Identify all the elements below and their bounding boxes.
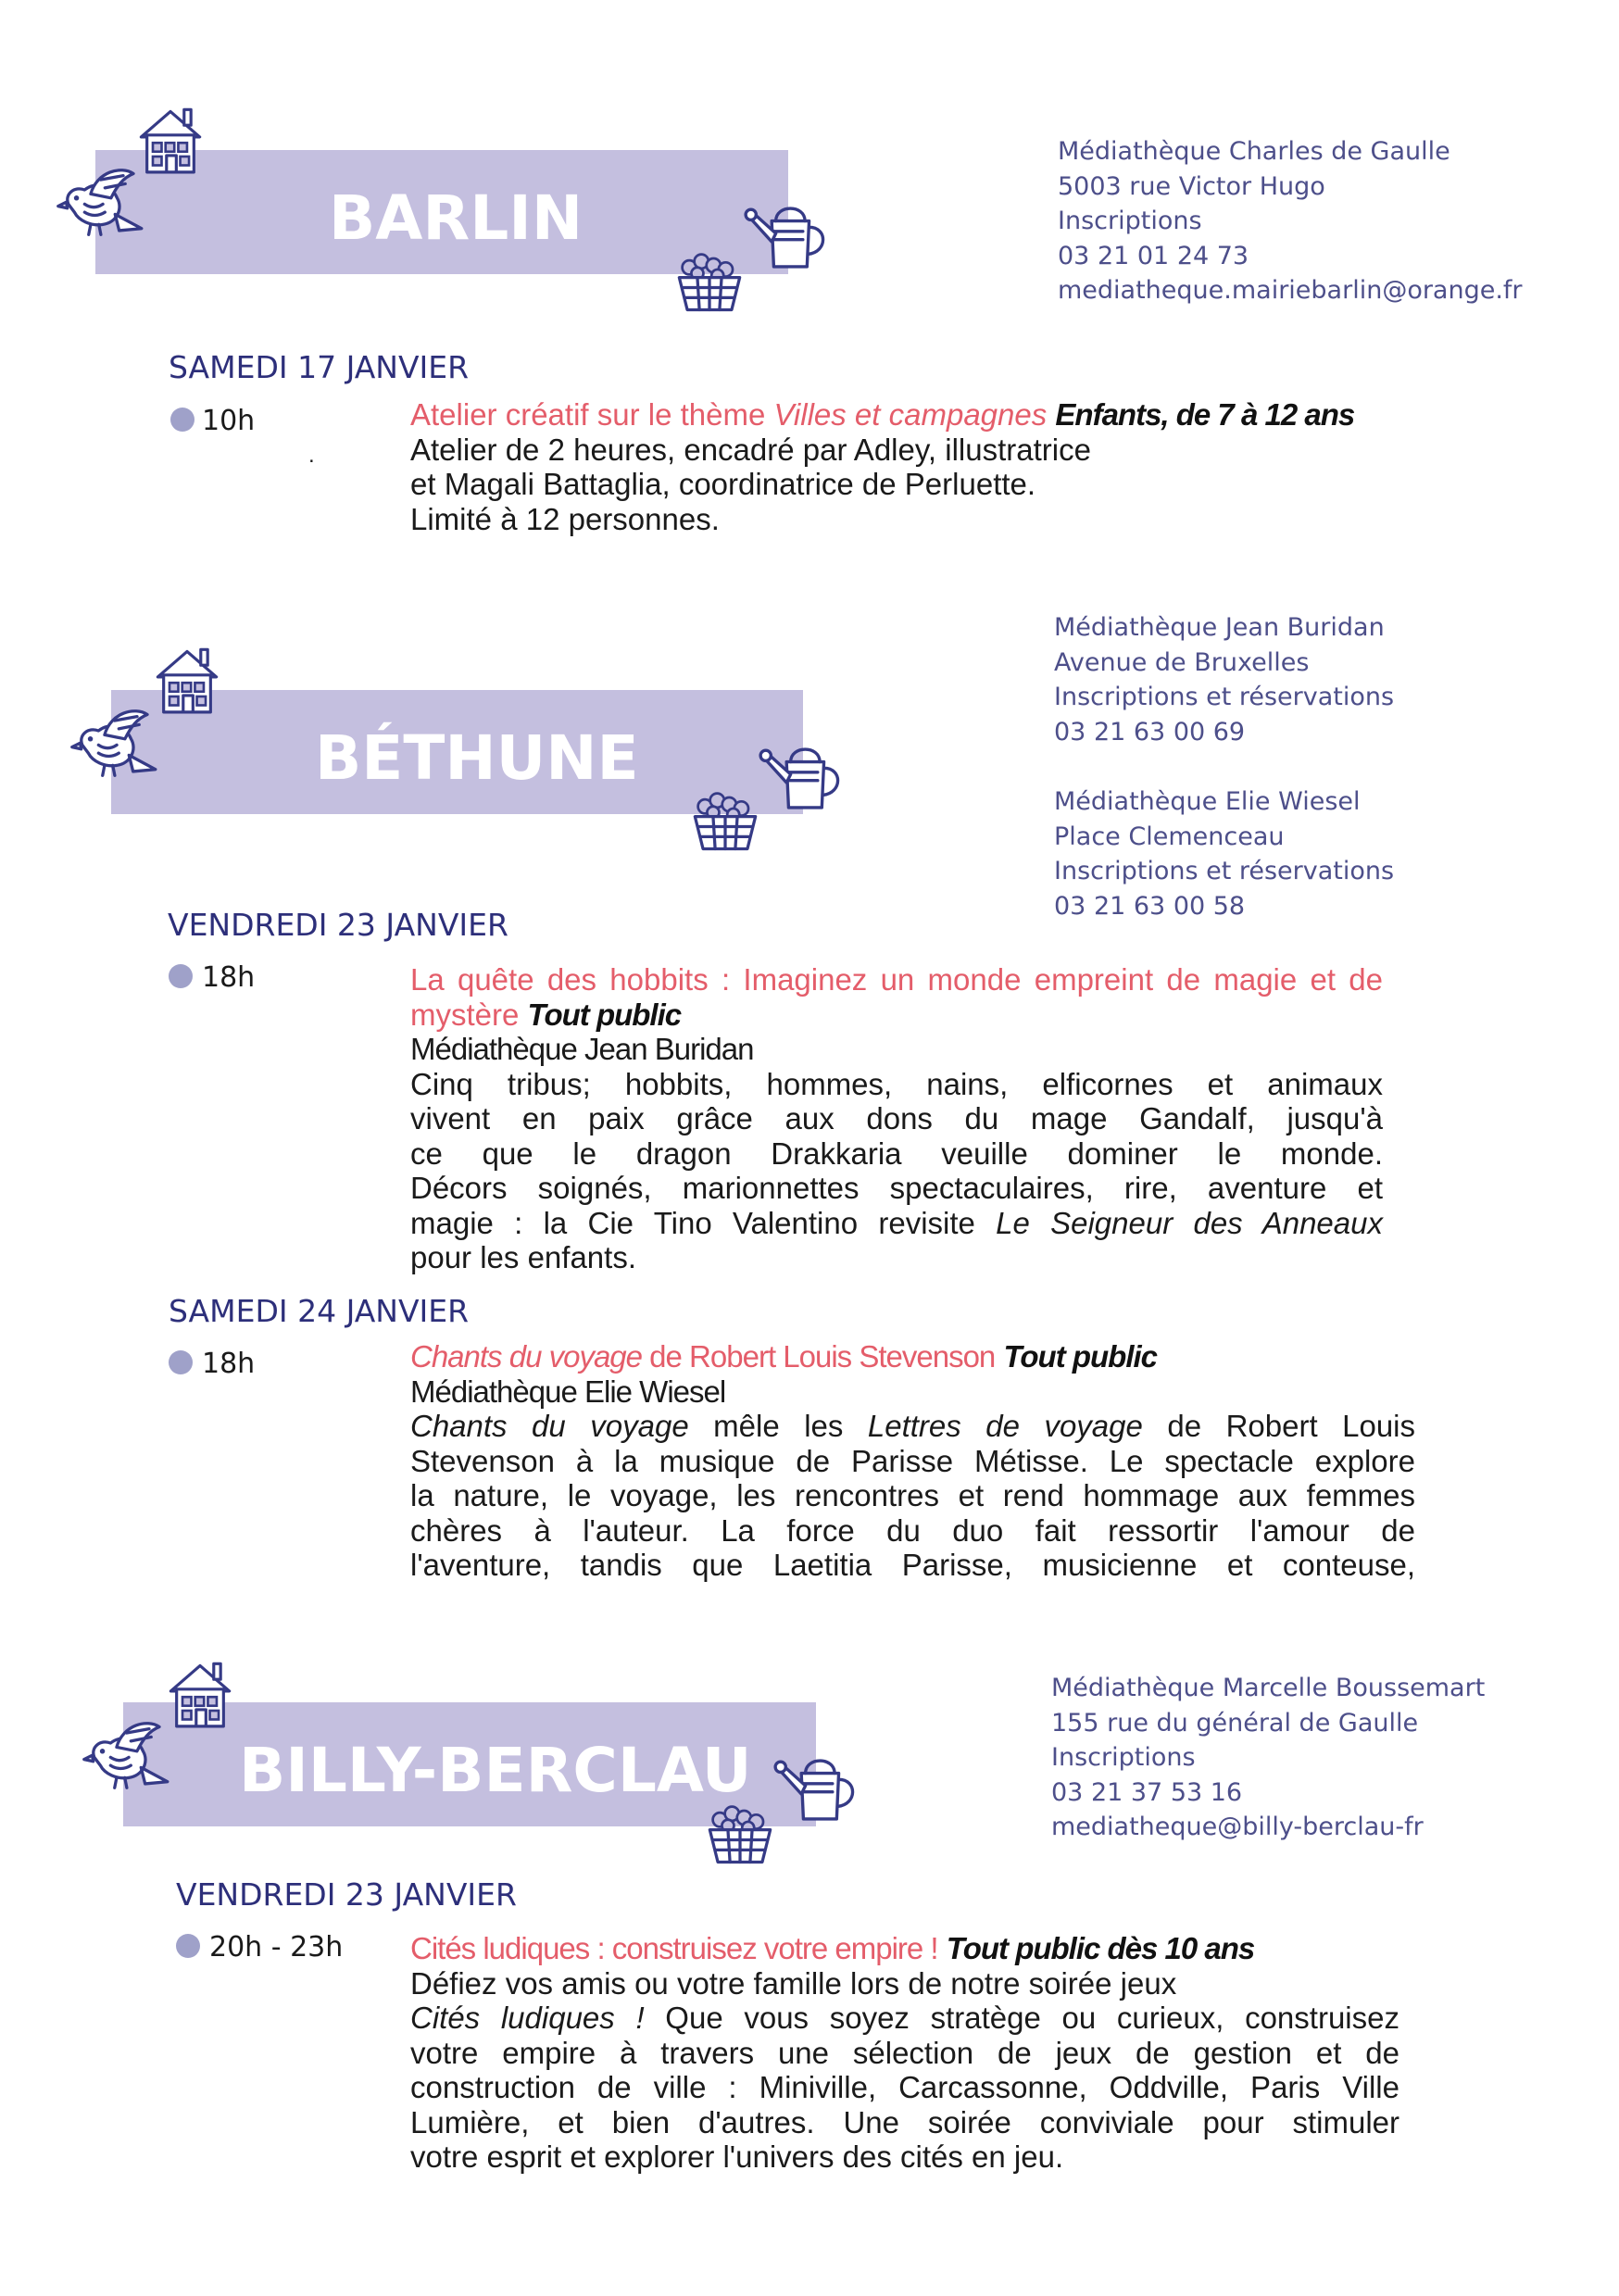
watering-can-icon bbox=[759, 734, 845, 815]
house-icon bbox=[137, 104, 204, 174]
time-bullet-icon bbox=[170, 408, 195, 432]
event-audience: Tout public bbox=[1003, 1339, 1158, 1374]
event-body-line: Cités ludiques ! Que vous soyez stratège ou curieux, construisez bbox=[410, 2001, 1399, 2035]
contact-line: 155 rue du général de Gaulle bbox=[1051, 1708, 1419, 1738]
event-body-line: pour les enfants. bbox=[410, 1240, 636, 1274]
contact-bethune-wiesel bbox=[1054, 784, 1394, 923]
event-barlin-atelier bbox=[410, 397, 1411, 536]
contact-line: Inscriptions bbox=[1051, 1743, 1196, 1772]
contact-line: Place Clemenceau bbox=[1054, 822, 1285, 851]
event-title: La quête des hobbits : Imaginez un monde empreint de magie et de bbox=[410, 962, 1383, 997]
event-body-line: et Magali Battaglia, coordinatrice de Perluette. bbox=[410, 467, 1036, 501]
bird-icon bbox=[60, 163, 144, 237]
event-title: Chants du voyage de Robert Louis Stevenson bbox=[410, 1339, 996, 1374]
event-body-line: Décors soignés, marionnettes spectaculaires, rire, aventure et bbox=[410, 1171, 1383, 1205]
watering-can-icon bbox=[745, 193, 830, 274]
contact-email[interactable]: mediatheque@billy-berclau-fr bbox=[1051, 1813, 1424, 1841]
contact-bethune-buridan bbox=[1054, 610, 1394, 749]
event-body-line: Stevenson à la musique de Parisse Métisse. Le spectacle explore bbox=[410, 1443, 1415, 1478]
event-bethune-chants bbox=[410, 1339, 1415, 1583]
contact-barlin bbox=[1058, 134, 1523, 308]
house-icon bbox=[154, 644, 220, 714]
bird-icon bbox=[86, 1716, 169, 1790]
time-bullet-icon bbox=[176, 1934, 200, 1958]
event-bethune-hobbits bbox=[410, 962, 1383, 1275]
event-body-line: votre esprit et explorer l'univers des cités en jeu. bbox=[410, 2139, 1064, 2174]
town-title-barlin: BARLIN bbox=[329, 182, 584, 254]
contact-line: Avenue de Bruxelles bbox=[1054, 647, 1310, 677]
event-time: 18h bbox=[202, 961, 256, 994]
contact-line: Médiathèque Marcelle Boussemart bbox=[1051, 1674, 1486, 1702]
contact-phone: 03 21 63 00 69 bbox=[1054, 717, 1246, 747]
contact-billy-berclau bbox=[1051, 1671, 1485, 1845]
watering-can-icon bbox=[774, 1745, 860, 1826]
event-date: VENDREDI 23 JANVIER bbox=[176, 1876, 517, 1913]
stray-mark: . bbox=[308, 443, 315, 468]
contact-email[interactable]: mediatheque.mairiebarlin@orange.fr bbox=[1058, 276, 1523, 305]
event-audience: Tout public dès 10 ans bbox=[946, 1931, 1255, 1965]
time-bullet-icon bbox=[169, 1350, 193, 1374]
bird-icon bbox=[74, 704, 157, 778]
contact-line: 5003 rue Victor Hugo bbox=[1058, 171, 1325, 201]
contact-line: Inscriptions et réservations bbox=[1054, 857, 1395, 885]
event-body-line: ce que le dragon Drakkaria veuille dominer le monde. bbox=[410, 1135, 1383, 1171]
contact-line: Inscriptions bbox=[1058, 207, 1202, 235]
house-icon bbox=[167, 1658, 233, 1728]
event-body-line: construction de ville : Miniville, Carcassonne, Oddville, Paris Ville bbox=[410, 2070, 1399, 2104]
event-body-line: vivent en paix grâce aux dons du mage Gandalf, jusqu'à bbox=[410, 1101, 1383, 1135]
event-body-line: Limité à 12 personnes. bbox=[410, 501, 720, 536]
event-body-line: Lumière, et bien d'autres. Une soirée conviviale pour stimuler bbox=[410, 2104, 1399, 2139]
basket-icon bbox=[706, 1799, 774, 1869]
event-body-line: votre empire à travers une sélection de jeux de gestion et de bbox=[410, 2035, 1399, 2070]
event-title: Atelier créatif sur le thème bbox=[410, 397, 774, 432]
contact-line: Inscriptions et réservations bbox=[1054, 683, 1395, 711]
event-date: VENDREDI 23 JANVIER bbox=[168, 907, 508, 943]
contact-phone: 03 21 37 53 16 bbox=[1051, 1777, 1243, 1807]
event-body-line: la nature, le voyage, les rencontres et rend hommage aux femmes bbox=[410, 1478, 1415, 1512]
event-venue: Médiathèque Elie Wiesel bbox=[410, 1374, 726, 1409]
contact-line: Médiathèque Elie Wiesel bbox=[1054, 787, 1361, 816]
event-body-line: magie : la Cie Tino Valentino revisite Le Seigneur des Anneaux bbox=[410, 1205, 1383, 1240]
event-time: 10h bbox=[202, 405, 256, 437]
event-date: SAMEDI 24 JANVIER bbox=[169, 1293, 470, 1329]
town-title-billy-berclau: BILLY-BERCLAU bbox=[239, 1735, 752, 1806]
event-date: SAMEDI 17 JANVIER bbox=[169, 349, 470, 385]
event-billy-berclau-cites bbox=[410, 1931, 1399, 2175]
town-title-bethune: BÉTHUNE bbox=[315, 722, 639, 794]
event-body-line: Défiez vos amis ou votre famille lors de notre soirée jeux bbox=[410, 1965, 1177, 2001]
event-title-italic: Villes et campagnes bbox=[773, 397, 1048, 432]
time-bullet-icon bbox=[169, 964, 193, 988]
event-body-line: chères à l'auteur. La force du duo fait ressortir l'amour de bbox=[410, 1512, 1415, 1548]
event-venue: Médiathèque Jean Buridan bbox=[410, 1032, 754, 1066]
contact-line: Médiathèque Jean Buridan bbox=[1054, 613, 1385, 642]
contact-line: Médiathèque Charles de Gaulle bbox=[1058, 137, 1450, 166]
event-body-line: l'aventure, tandis que Laetitia Parisse, musicienne et conteuse, bbox=[410, 1548, 1415, 1582]
event-audience: Enfants, de 7 à 12 ans bbox=[1055, 397, 1355, 432]
event-title: mystère bbox=[410, 997, 520, 1032]
event-time: 20h - 23h bbox=[209, 1931, 344, 1964]
basket-icon bbox=[691, 785, 759, 856]
event-audience: Tout public bbox=[527, 997, 682, 1032]
event-body-line: Atelier de 2 heures, encadré par Adley, illustratrice bbox=[410, 432, 1091, 467]
basket-icon bbox=[675, 246, 744, 317]
event-body-line: Chants du voyage mêle les Lettres de voyage de Robert Louis bbox=[410, 1409, 1416, 1443]
event-body-line: Cinq tribus; hobbits, hommes, nains, elficornes et animaux bbox=[410, 1066, 1383, 1101]
event-title: Cités ludiques : construisez votre empire ! bbox=[410, 1931, 938, 1965]
contact-phone: 03 21 63 00 58 bbox=[1054, 891, 1246, 921]
contact-phone: 03 21 01 24 73 bbox=[1058, 241, 1249, 270]
event-time: 18h bbox=[202, 1348, 256, 1380]
